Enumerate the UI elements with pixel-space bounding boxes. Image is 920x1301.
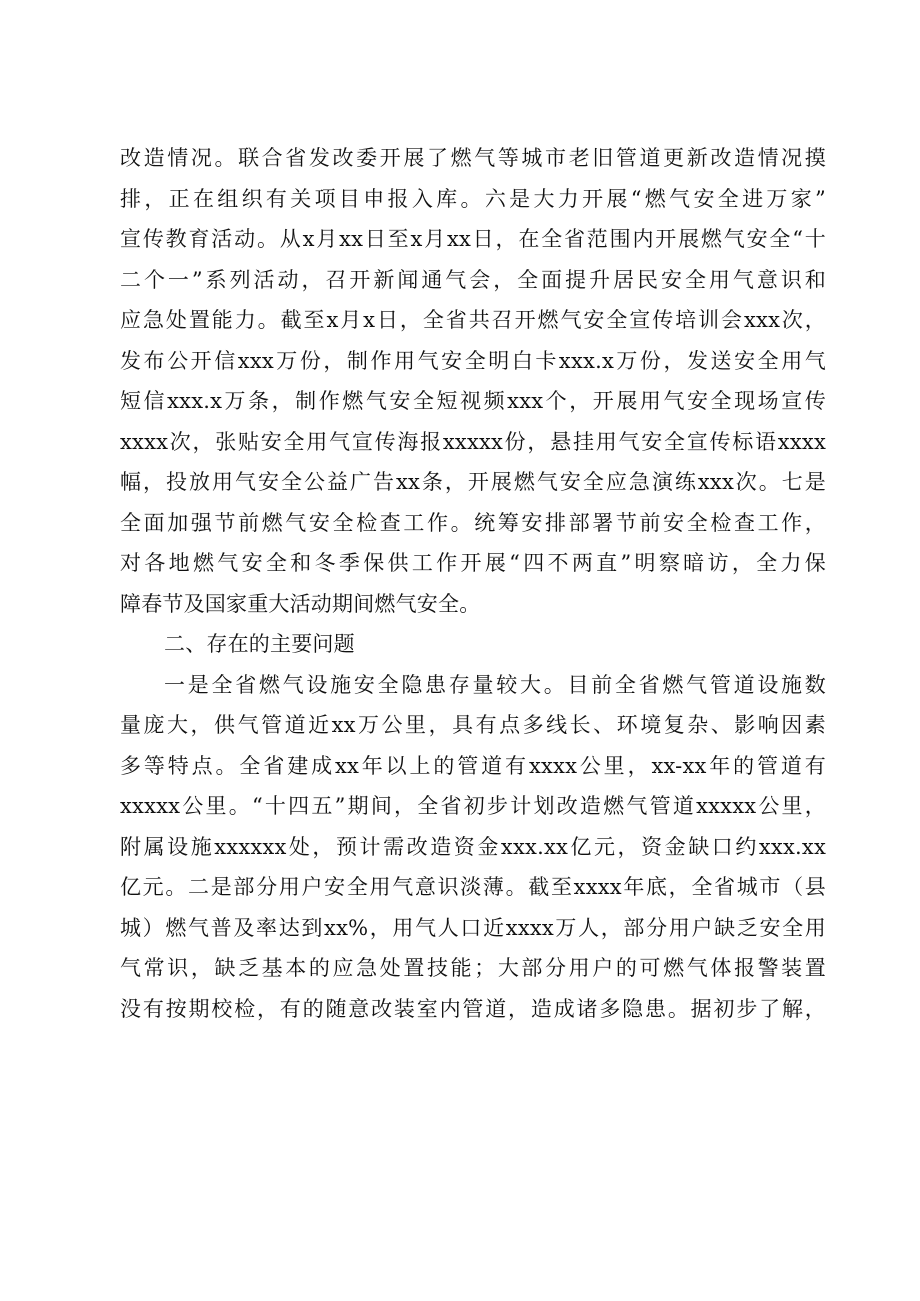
body-line: xxxxx公里。“十四五”期间，全省初步计划改造燃气管道xxxxx公里， xyxy=(120,794,826,818)
body-line: 幅，投放用气安全公益广告xx条，开展燃气安全应急演练xxx次。七是 xyxy=(120,470,826,494)
body-line: 量庞大，供气管道近xx万公里，具有点多线长、环境复杂、影响因素 xyxy=(120,713,826,737)
section-heading: 二、存在的主要问题 xyxy=(164,632,355,656)
document-body xyxy=(120,138,826,1029)
body-line: 应急处置能力。截至x月x日，全省共召开燃气安全宣传培训会xxx次， xyxy=(120,308,826,332)
body-line: 排，正在组织有关项目申报入库。六是大力开展“燃气安全进万家” xyxy=(120,186,826,211)
body-line: 改造情况。联合省发改委开展了燃气等城市老旧管道更新改造情况摸 xyxy=(120,146,826,170)
body-line: 城）燃气普及率达到xx%，用气人口近xxxx万人，部分用户缺乏安全用 xyxy=(120,915,826,940)
body-line: 多等特点。全省建成xx年以上的管道有xxxx公里，xx-xx年的管道有 xyxy=(120,753,826,778)
body-line: 发布公开信xxx万份，制作用气安全明白卡xxx.x万份，发送安全用气 xyxy=(120,348,826,373)
body-line: 宣传教育活动。从x月xx日至x月xx日，在全省范围内开展燃气安全“十 xyxy=(120,227,826,251)
body-line: 短信xxx.x万条，制作燃气安全短视频xxx个，开展用气安全现场宣传 xyxy=(120,389,826,413)
body-line: 没有按期校检，有的随意改装室内管道，造成诸多隐患。据初步了解， xyxy=(120,996,826,1021)
body-line: 一是全省燃气设施安全隐患存量较大。目前全省燃气管道设施数 xyxy=(164,672,826,697)
body-line: 全面加强节前燃气安全检查工作。统筹安排部署节前安全检查工作， xyxy=(120,510,826,535)
body-line: 对各地燃气安全和冬季保供工作开展“四不两直”明察暗访，全力保 xyxy=(120,551,826,575)
body-line: 障春节及国家重大活动期间燃气安全。 xyxy=(120,591,481,616)
body-line: 亿元。二是部分用户安全用气意识淡薄。截至xxxx年底，全省城市（县 xyxy=(120,875,826,899)
body-line: 附属设施xxxxxx处，预计需改造资金xxx.xx亿元，资金缺口约xxx.xx xyxy=(120,834,826,859)
body-line: 气常识，缺乏基本的应急处置技能；大部分用户的可燃气体报警装置 xyxy=(120,956,826,980)
body-line: 二个一”系列活动，召开新闻通气会，全面提升居民安全用气意识和 xyxy=(120,267,826,292)
body-line: xxxx次，张贴安全用气宣传海报xxxxx份，悬挂用气安全宣传标语xxxx xyxy=(120,429,826,454)
